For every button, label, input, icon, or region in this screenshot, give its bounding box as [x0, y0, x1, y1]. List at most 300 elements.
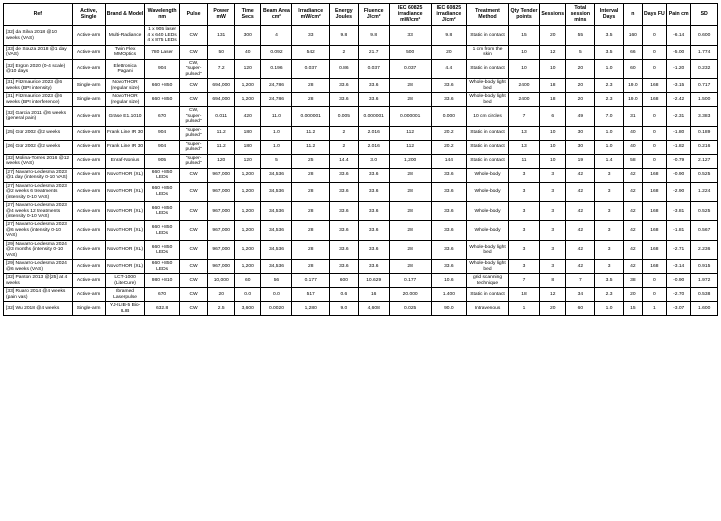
table-cell: Whole-body light bed — [467, 93, 509, 107]
table-cell: 8 — [539, 274, 566, 288]
table-cell: 34,536 — [261, 240, 292, 259]
table-cell: 1 x 905 laser 4 x 640 LEDs 4 x 875 LEDs — [145, 26, 179, 45]
table-cell: -3.81 — [667, 202, 691, 221]
table-cell: NovoTHOR (XL) — [105, 168, 145, 182]
table-body — [4, 26, 718, 316]
table-cell: 0.6 — [329, 288, 358, 302]
table-cell: 33.6 — [329, 168, 358, 182]
table-cell: 56 — [261, 274, 292, 288]
table-cell: -3.07 — [667, 302, 691, 316]
table-cell: Whole-body — [467, 202, 509, 221]
table-cell: 28 — [292, 260, 330, 274]
table-cell: 2.5 — [208, 302, 235, 316]
cell-reference: [33] Ruaro 2014 @4 weeks (pain vas) — [4, 288, 73, 302]
table-cell: NovoTHOR (XL) — [105, 202, 145, 221]
table-cell: 11.2 — [292, 126, 330, 140]
table-cell: 3 — [539, 221, 566, 240]
table-cell: 7.0 — [595, 107, 624, 126]
table-cell: 33.6 — [329, 182, 358, 201]
table-row — [4, 59, 718, 78]
table-cell: 1.600 — [691, 302, 718, 316]
table-cell: Static in contact — [467, 26, 509, 45]
table-cell: 4 — [261, 26, 292, 45]
table-cell: 1,200 — [234, 260, 261, 274]
table-cell: 670 — [145, 288, 179, 302]
table-cell: 20 — [566, 79, 595, 93]
table-cell: 0 — [642, 126, 666, 140]
table-cell: 1,200 — [234, 202, 261, 221]
table-cell: 42 — [623, 202, 642, 221]
table-cell: 20.2 — [431, 140, 466, 154]
table-cell: 20 — [539, 302, 566, 316]
table-row — [4, 260, 718, 274]
table-cell: 967,000 — [208, 221, 235, 240]
table-cell: -6.14 — [667, 26, 691, 45]
table-cell: 16 — [358, 288, 389, 302]
table-cell: Active-arm — [72, 260, 105, 274]
table-row — [4, 288, 718, 302]
table-cell: 7 — [566, 274, 595, 288]
table-cell: 34,536 — [261, 182, 292, 201]
table-cell: -1.20 — [667, 59, 691, 78]
table-cell: 33.6 — [431, 168, 466, 182]
table-cell: 0.567 — [691, 221, 718, 240]
table-cell: 21.7 — [358, 45, 389, 59]
table-cell: 10 — [539, 154, 566, 168]
table-cell: Active-arm — [72, 221, 105, 240]
table-cell: 660 +850 LEDs — [145, 182, 179, 201]
table-cell: 10 — [539, 59, 566, 78]
table-cell: Single-arm — [72, 93, 105, 107]
table-cell: 5 — [261, 154, 292, 168]
table-cell: CW — [179, 260, 208, 274]
table-cell: 30 — [566, 126, 595, 140]
table-cell: 28 — [292, 93, 330, 107]
table-cell: 13 — [509, 126, 540, 140]
table-cell: -2.42 — [667, 93, 691, 107]
table-cell: 0.000 — [431, 107, 466, 126]
table-cell: CW — [179, 26, 208, 45]
column-header-21: SD — [691, 4, 718, 26]
table-cell: 3 — [509, 168, 540, 182]
table-cell: 1.0 — [261, 140, 292, 154]
table-cell: 9.0 — [329, 302, 358, 316]
table-row — [4, 182, 718, 201]
table-cell: 19 — [566, 154, 595, 168]
table-cell: Intravenous — [467, 302, 509, 316]
table-cell: 33.6 — [329, 240, 358, 259]
table-cell: 7 — [509, 274, 540, 288]
table-cell: 40 — [234, 45, 261, 59]
column-header-15: Sessions — [539, 4, 566, 26]
table-cell: 60 — [623, 59, 642, 78]
table-cell: 2.016 — [358, 126, 389, 140]
table-row — [4, 107, 718, 126]
table-row — [4, 221, 718, 240]
table-cell: Active-arm — [72, 140, 105, 154]
table-cell: 2 — [329, 45, 358, 59]
table-cell: 11.2 — [208, 126, 235, 140]
table-cell: 33.6 — [358, 221, 389, 240]
table-cell: 660 +850 LEDs — [145, 221, 179, 240]
table-cell: Single-arm — [72, 79, 105, 93]
table-cell: 28 — [389, 79, 431, 93]
table-cell: 33.6 — [358, 202, 389, 221]
table-cell: 160 — [623, 26, 642, 45]
table-cell: 3 — [595, 221, 624, 240]
table-cell: 3.5 — [595, 45, 624, 59]
table-cell: 60 — [566, 302, 595, 316]
table-cell: 967,000 — [208, 240, 235, 259]
table-cell: Frank Line IR 30 — [105, 140, 145, 154]
table-cell: 0.600 — [691, 26, 718, 45]
table-cell: Active-arm — [72, 26, 105, 45]
table-cell: 694,000 — [208, 79, 235, 93]
table-cell: Gräse E1.1010 — [105, 107, 145, 126]
table-cell: Whole-body light bed — [467, 79, 509, 93]
table-cell: 144 — [431, 154, 466, 168]
table-cell: 49 — [566, 107, 595, 126]
table-cell: 168 — [642, 93, 666, 107]
table-row — [4, 168, 718, 182]
table-cell: 9.8 — [431, 26, 466, 45]
table-cell: 33.6 — [358, 79, 389, 93]
table-row — [4, 45, 718, 59]
table-cell: 42 — [566, 221, 595, 240]
table-cell: Whole-body — [467, 182, 509, 201]
table-cell: LCT-1000 (LiteCure) — [105, 274, 145, 288]
column-header-0: Ref — [4, 4, 73, 26]
table-cell: NovoTHOR (regular size) — [105, 93, 145, 107]
table-cell: 33.6 — [329, 202, 358, 221]
table-cell: 0.232 — [691, 59, 718, 78]
table-row — [4, 126, 718, 140]
table-cell: NovoTHOR (XL) — [105, 260, 145, 274]
table-cell: 0.000001 — [358, 107, 389, 126]
table-cell: 1,280 — [292, 302, 330, 316]
table-cell: 0 — [642, 59, 666, 78]
table-cell: 28 — [389, 202, 431, 221]
table-cell: CW — [179, 182, 208, 201]
table-cell: 967,000 — [208, 260, 235, 274]
table-cell: 660 +850 LEDs — [145, 240, 179, 259]
table-cell: 3 — [539, 260, 566, 274]
table-cell: 500 — [389, 45, 431, 59]
table-cell: 5 — [566, 45, 595, 59]
table-cell: 20 — [566, 93, 595, 107]
table-cell: 28 — [389, 93, 431, 107]
table-cell: 3 — [539, 168, 566, 182]
table-cell: 1.4 — [595, 154, 624, 168]
table-cell: 3 — [509, 202, 540, 221]
table-cell: 1,200 — [234, 221, 261, 240]
table-cell: 3.383 — [691, 107, 718, 126]
table-cell: 19.0 — [623, 93, 642, 107]
table-cell: 3 — [595, 182, 624, 201]
table-cell: CW — [179, 240, 208, 259]
table-cell: 1.774 — [691, 45, 718, 59]
table-cell: 967,000 — [208, 168, 235, 182]
table-cell: Ibramed Laserpulse — [105, 288, 145, 302]
table-cell: 24,786 — [261, 79, 292, 93]
table-cell: 60 — [234, 274, 261, 288]
table-cell: "super-pulsed" — [179, 140, 208, 154]
table-cell: 670 — [145, 107, 179, 126]
table-cell: 42 — [623, 240, 642, 259]
table-cell: 66 — [623, 45, 642, 59]
table-cell: 24,786 — [261, 93, 292, 107]
table-cell: 1.972 — [691, 274, 718, 288]
table-cell: 12 — [539, 45, 566, 59]
table-cell: 42 — [566, 260, 595, 274]
table-cell: 20.000 — [389, 288, 431, 302]
table-cell: 33.6 — [431, 93, 466, 107]
table-cell: 0.177 — [389, 274, 431, 288]
table-cell: 1.224 — [691, 182, 718, 201]
table-cell: 600 — [329, 274, 358, 288]
table-cell: 180 — [234, 140, 261, 154]
table-cell: 0.189 — [691, 126, 718, 140]
table-cell: 2.3 — [595, 79, 624, 93]
table-cell: 10 — [539, 140, 566, 154]
table-cell: 33.6 — [358, 240, 389, 259]
table-cell: 7.2 — [208, 59, 235, 78]
table-cell: Static in contact — [467, 154, 509, 168]
table-cell: 0.005 — [329, 107, 358, 126]
table-cell: Whole-body — [467, 168, 509, 182]
table-cell: 38 — [623, 274, 642, 288]
table-cell: 33.6 — [431, 240, 466, 259]
table-cell: 58 — [623, 154, 642, 168]
table-cell: 20 — [566, 59, 595, 78]
table-cell: -3.15 — [667, 79, 691, 93]
table-cell: 120 — [208, 154, 235, 168]
table-cell: 33.6 — [431, 260, 466, 274]
table-row — [4, 202, 718, 221]
table-cell: 33.6 — [431, 182, 466, 201]
table-cell: 33.6 — [358, 260, 389, 274]
table-cell: 0.0020 — [261, 302, 292, 316]
table-cell: 1,200 — [234, 93, 261, 107]
table-row — [4, 79, 718, 93]
cell-reference: [29] Navarro-Ledesma 2024 @6 weeks (VAS) — [4, 260, 73, 274]
table-cell: 20 — [208, 288, 235, 302]
table-cell: 28 — [389, 168, 431, 182]
table-cell: Twin Flex MMOptics — [105, 45, 145, 59]
table-cell: 28 — [389, 182, 431, 201]
table-cell: 517 — [292, 288, 330, 302]
table-cell: 34,536 — [261, 202, 292, 221]
column-header-11: IEC 60825 irradiance mW/cm² — [389, 4, 431, 26]
table-row — [4, 274, 718, 288]
column-header-8: Irradiance mW/cm² — [292, 4, 330, 26]
table-cell: 905 — [145, 154, 179, 168]
column-header-16: Total session mins — [566, 4, 595, 26]
table-cell: -2.90 — [667, 182, 691, 201]
cell-reference: [33] de Souza 2018 @1 day (VAS) — [4, 45, 73, 59]
table-cell: 28 — [292, 221, 330, 240]
column-header-4: Pulse — [179, 4, 208, 26]
cell-reference: [27] Navarro-Ledesma 2023 @2 weeks 6 treatments (intensity 0-10 VAS) — [4, 182, 73, 201]
table-cell: NovoTHOR (XL) — [105, 221, 145, 240]
table-cell: 0.037 — [389, 59, 431, 78]
table-cell: 40 — [623, 140, 642, 154]
table-cell: 3 — [595, 202, 624, 221]
table-cell: 1.0 — [595, 126, 624, 140]
table-cell: 34 — [566, 288, 595, 302]
table-cell: 0.037 — [292, 59, 330, 78]
table-cell: 300 — [234, 26, 261, 45]
table-cell: 2.3 — [595, 93, 624, 107]
cell-reference: [32] Panton 2013 @[25] at 4 weeks — [4, 274, 73, 288]
table-cell: CW, "super-pulsed" — [179, 107, 208, 126]
table-row — [4, 240, 718, 259]
table-cell: 10.629 — [358, 274, 389, 288]
table-cell: 0 — [642, 140, 666, 154]
table-cell: Frank Line IR 30 — [105, 126, 145, 140]
table-cell: 168 — [642, 202, 666, 221]
table-cell: "super-pulsed" — [179, 154, 208, 168]
table-cell: 0.538 — [691, 288, 718, 302]
table-cell: 12 — [539, 288, 566, 302]
table-cell: CW — [179, 79, 208, 93]
table-cell: Active-arm — [72, 126, 105, 140]
table-cell: 168 — [642, 260, 666, 274]
table-cell: 180 — [234, 126, 261, 140]
table-cell: Active-arm — [72, 274, 105, 288]
table-cell: 33.6 — [358, 93, 389, 107]
table-cell: 20 — [431, 45, 466, 59]
column-header-3: Wavelength nm — [145, 4, 179, 26]
table-cell: Active-arm — [72, 182, 105, 201]
table-cell: 10 cm circles — [467, 107, 509, 126]
table-cell: 1.0 — [595, 302, 624, 316]
table-cell: 10 — [509, 59, 540, 78]
table-cell: 3 — [595, 240, 624, 259]
table-cell: 0.037 — [358, 59, 389, 78]
table-cell: 33.6 — [329, 260, 358, 274]
table-cell: 0.000001 — [292, 107, 330, 126]
table-cell: 131 — [208, 26, 235, 45]
cell-reference: [25] Gür 2002 @2 weeks — [4, 126, 73, 140]
table-cell: 0.092 — [261, 45, 292, 59]
table-cell: 42 — [623, 168, 642, 182]
table-cell: CW, "super-pulsed" — [179, 59, 208, 78]
table-cell: Elettronica Pagani — [105, 59, 145, 78]
column-header-6: Time Secs — [234, 4, 261, 26]
table-cell: 120 — [234, 59, 261, 78]
table-cell: 0.025 — [389, 302, 431, 316]
table-cell: 28 — [292, 202, 330, 221]
table-cell: Static in contact — [467, 59, 509, 78]
table-cell: 3 — [509, 260, 540, 274]
table-cell: 0 — [642, 45, 666, 59]
table-cell: 0 — [642, 288, 666, 302]
table-cell: NovoTHOR (XL) — [105, 240, 145, 259]
column-header-12: IEC 60825 irradiance J/cm² — [431, 4, 466, 26]
table-cell: 10,000 — [208, 274, 235, 288]
table-cell: 28 — [292, 240, 330, 259]
table-cell: 980 +810 — [145, 274, 179, 288]
table-cell: 1.500 — [691, 93, 718, 107]
table-cell: 55 — [566, 26, 595, 45]
table-cell: 1.0 — [595, 59, 624, 78]
table-cell: 34,536 — [261, 221, 292, 240]
table-cell: 11.0 — [261, 107, 292, 126]
table-cell: 168 — [642, 79, 666, 93]
table-cell: 42 — [623, 221, 642, 240]
table-cell: grid scanning technique — [467, 274, 509, 288]
table-cell: 0.216 — [691, 140, 718, 154]
table-cell: 11.2 — [208, 140, 235, 154]
table-cell: Multi-Radiance — [105, 26, 145, 45]
table-cell: 0.196 — [261, 59, 292, 78]
table-cell: 168 — [642, 182, 666, 201]
table-cell: 3 — [509, 240, 540, 259]
table-cell: 33.6 — [358, 168, 389, 182]
cell-reference: [32] Garcia 2011 @6 weeks (general pain) — [4, 107, 73, 126]
cell-reference: [26] Gür 2002 @2 weeks — [4, 140, 73, 154]
table-cell: 42 — [566, 182, 595, 201]
table-cell: 0.0 — [234, 288, 261, 302]
table-cell: 112 — [389, 126, 431, 140]
table-cell: 694,000 — [208, 93, 235, 107]
table-cell: Single-arm — [72, 302, 105, 316]
table-cell: 3 — [509, 182, 540, 201]
table-cell: CW — [179, 221, 208, 240]
table-cell: 0.000001 — [389, 107, 431, 126]
table-cell: 2.016 — [358, 140, 389, 154]
table-cell: CW — [179, 202, 208, 221]
table-cell: 0.86 — [329, 59, 358, 78]
table-cell: 904 — [145, 126, 179, 140]
table-cell: Active-arm — [72, 107, 105, 126]
table-cell: 0.915 — [691, 260, 718, 274]
table-cell: 1,200 — [234, 79, 261, 93]
table-cell: 3 — [539, 182, 566, 201]
table-cell: 18 — [539, 93, 566, 107]
table-cell: 3 — [595, 168, 624, 182]
table-cell: 3,600 — [234, 302, 261, 316]
table-cell: 1.0 — [261, 126, 292, 140]
table-cell: 42 — [623, 182, 642, 201]
table-cell: 0 — [642, 107, 666, 126]
table-cell: 20 — [623, 288, 642, 302]
table-cell: 904 — [145, 140, 179, 154]
table-cell: 50 — [208, 45, 235, 59]
column-header-18: n — [623, 4, 642, 26]
table-row — [4, 302, 718, 316]
cell-reference: [27] Navarro-Ledesma 2023 @6 weeks (intensity 0-10 VAS) — [4, 221, 73, 240]
table-cell: 42 — [623, 260, 642, 274]
table-cell: 0 — [642, 154, 666, 168]
table-cell: 20 — [539, 26, 566, 45]
table-cell: 28 — [292, 79, 330, 93]
table-cell: -2.31 — [667, 107, 691, 126]
table-cell: 168 — [642, 221, 666, 240]
table-cell: 4,608 — [358, 302, 389, 316]
table-cell: -1.80 — [667, 126, 691, 140]
column-header-10: Fluence J/cm² — [358, 4, 389, 26]
table-cell: -2.71 — [667, 240, 691, 259]
column-header-17: Interval Days — [595, 4, 624, 26]
table-cell: 19.0 — [623, 79, 642, 93]
table-cell: 11 — [509, 154, 540, 168]
table-cell: 18 — [509, 288, 540, 302]
table-cell: 120 — [234, 154, 261, 168]
table-cell: CW — [179, 302, 208, 316]
table-cell: 1,200 — [389, 154, 431, 168]
